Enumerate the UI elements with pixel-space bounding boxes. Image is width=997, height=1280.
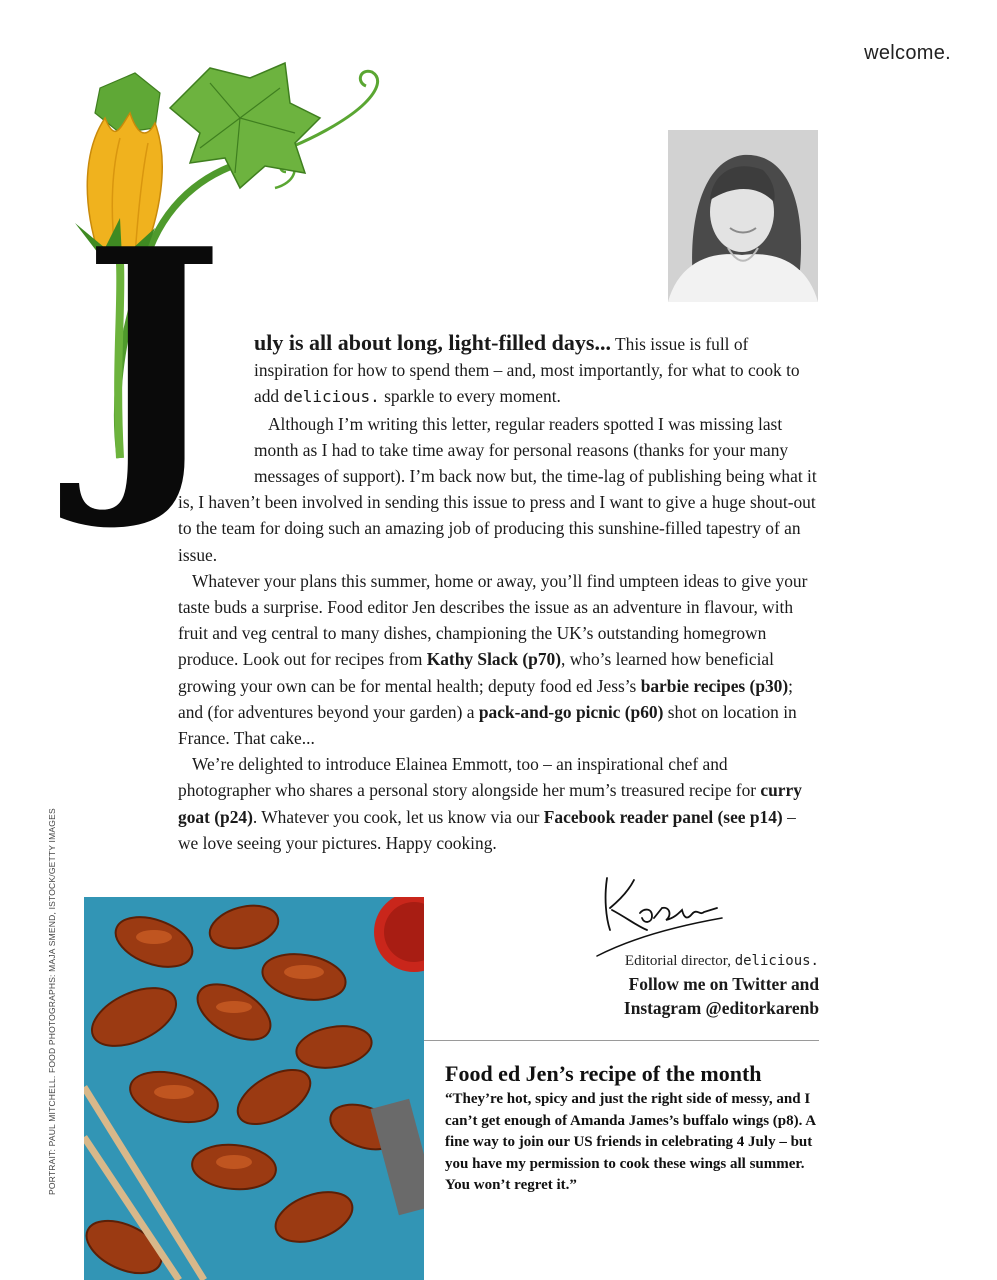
letter-paragraph-3: Whatever your plans this summer, home or away, you’ll find umpteen ideas to give your taste buds a surprise. Food editor Jen describes the issue as an adventure in flavour, with fruit and veg central to many dishes, championing the UK’s outstanding homegrown produce. Look out for recipes from Kathy Slack (p70), who’s learned how beneficial growing your own can be for mental health; deputy food ed Jess’s barbie recipes (p30); and (for adventures beyond your garden) a pack-and-go picnic (p60) shot on location in France. That cake... bbox=[178, 570, 808, 749]
divider-line bbox=[424, 1040, 819, 1041]
paragraph-text: sparkle to every moment. bbox=[379, 386, 561, 407]
recipe-reference: curry goat (p24) bbox=[178, 780, 802, 827]
social-handle-line-1: Follow me on Twitter and bbox=[628, 974, 819, 994]
letter-paragraph-4: We’re delighted to introduce Elainea Emmott, too – an inspirational chef and photographer who shares a personal story alongside her mum’s treasured recipe for curry goat (p24). Whatever you cook, let us know via our Facebook reader panel (see p14) – we love seeing your pictures. Happy cooking. bbox=[178, 754, 802, 853]
editor-letter-body bbox=[178, 330, 818, 856]
paragraph-text: This issue is full of inspiration for how to spend them – and, most importantly, for what to cook to add bbox=[254, 334, 800, 407]
recipe-reference: pack-and-go picnic (p60) bbox=[478, 701, 664, 722]
brand-wordmark: delicious. bbox=[734, 953, 819, 969]
leaf-large bbox=[170, 63, 320, 188]
section-label: welcome. bbox=[864, 42, 951, 64]
photo-credit: PORTRAIT: PAUL MITCHELL. FOOD PHOTOGRAPHS: MAJA SMEND, ISTOCK/GETTY IMAGES bbox=[47, 808, 57, 1195]
letter-paragraph-1 bbox=[178, 330, 818, 411]
recipe-reference: barbie recipes (p30) bbox=[640, 675, 789, 696]
brand-wordmark: delicious. bbox=[283, 387, 380, 407]
letter-paragraph-2: Although I’m writing this letter, regular readers spotted I was missing last month as I had to take time away for personal reasons (thanks for your many messages of support). I’m back now but, the time-lag of publishing being what it is, I haven’t been involved in sending this issue to press and I want to give a huge shout-out to the team for doing such an amazing job of producing this sunshine-filled tapestry of an issue. bbox=[178, 413, 817, 565]
drop-cap-letter: J bbox=[82, 183, 224, 536]
buffalo-wings-photo bbox=[84, 897, 424, 1280]
editor-role: Editorial director, delicious. bbox=[624, 953, 819, 969]
editor-portrait-photo bbox=[668, 130, 818, 302]
lead-sentence: uly is all about long, light-filled days... bbox=[254, 330, 611, 355]
signature-block bbox=[624, 950, 819, 1020]
social-handle-line-2: Instagram @editorkarenb bbox=[623, 998, 819, 1018]
facebook-panel-reference: Facebook reader panel (see p14) bbox=[543, 806, 783, 827]
recipe-reference: Kathy Slack (p70) bbox=[426, 649, 562, 670]
handwritten-signature bbox=[592, 868, 727, 963]
recipe-of-month-title: Food ed Jen’s recipe of the month bbox=[445, 1061, 762, 1086]
recipe-of-month-quote: “They’re hot, spicy and just the right side of messy, and I can’t get enough of Amanda James’s buffalo wings (p8). A fine way to join our US friends in celebrating 4 July – but you have my permission to cook these wings all summer. You won’t regret it.” bbox=[445, 1091, 816, 1193]
